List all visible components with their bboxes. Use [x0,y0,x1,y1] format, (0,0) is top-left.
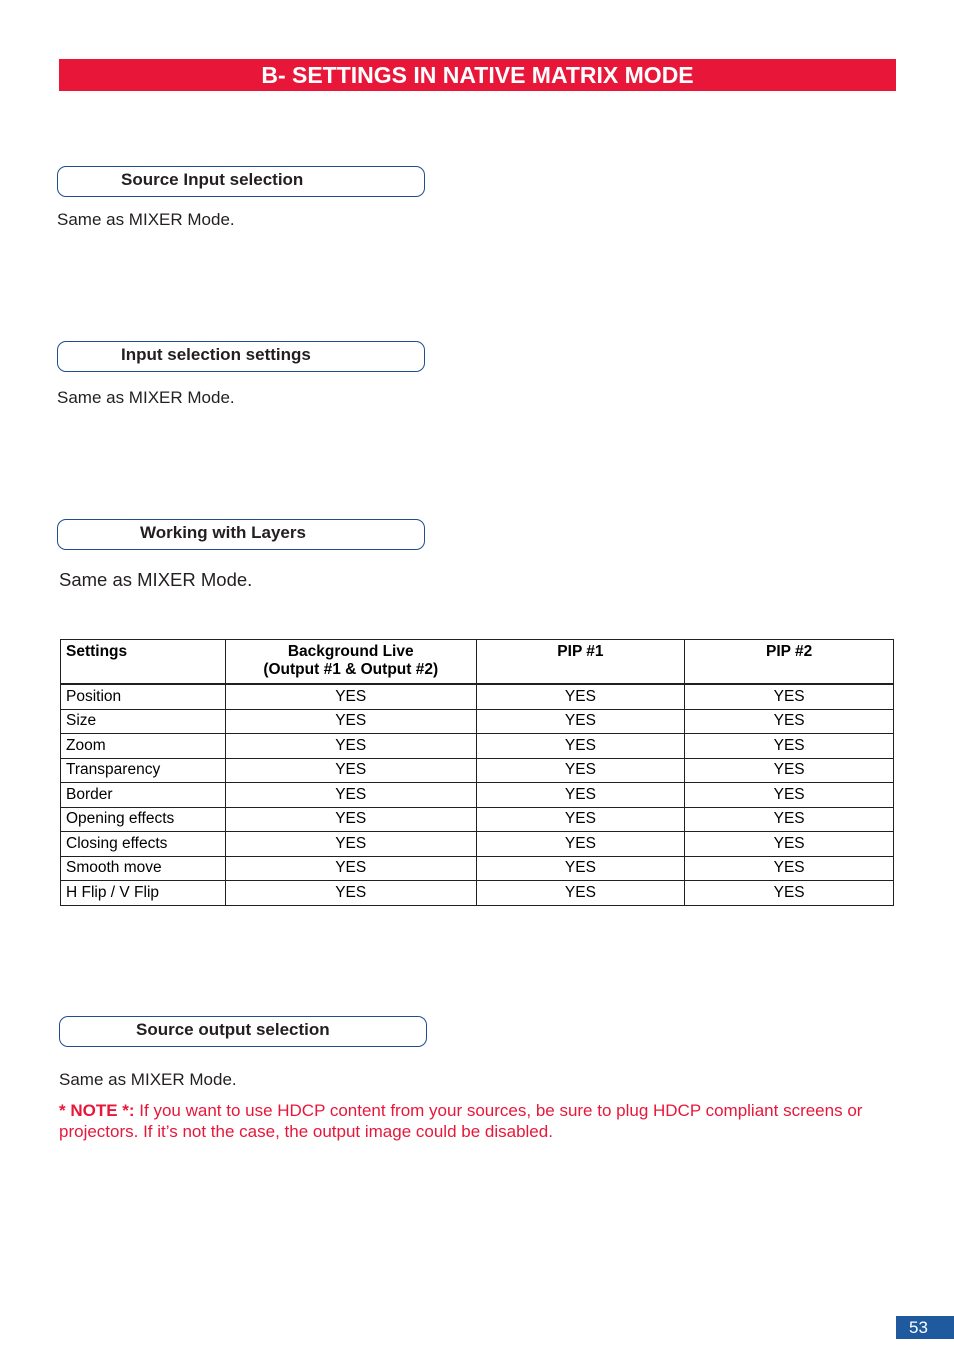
header-pip-2: PIP #2 [685,640,894,685]
table-cell: YES [685,881,894,906]
table-cell: YES [476,783,685,808]
table-cell: YES [685,734,894,759]
page-number: 53 [896,1316,954,1339]
table-cell: YES [476,734,685,759]
table-cell: YES [685,807,894,832]
note-label: * NOTE *: [59,1101,135,1120]
table-cell: YES [225,709,476,734]
section-text-layers: Same as MIXER Mode. [59,569,253,590]
table-cell: YES [225,734,476,759]
table-cell: YES [225,832,476,857]
table-cell: YES [225,758,476,783]
table-cell: Position [61,684,226,709]
table-cell: YES [225,783,476,808]
table-cell: YES [476,684,685,709]
table-row [61,856,894,881]
table-cell: YES [476,856,685,881]
table-row [61,758,894,783]
table-cell: Opening effects [61,807,226,832]
table-cell: YES [685,758,894,783]
table-cell: YES [225,856,476,881]
table-cell: YES [476,832,685,857]
section-text-input-selection: Same as MIXER Mode. [57,388,235,407]
table-cell: Size [61,709,226,734]
section-text-source-input: Same as MIXER Mode. [57,210,235,229]
layer-settings-table [60,639,894,906]
table-row [61,684,894,709]
table-cell: Border [61,783,226,808]
table-cell: YES [476,881,685,906]
table-cell: Closing effects [61,832,226,857]
section-heading-input-selection: Input selection settings [57,341,425,372]
header-pip-1: PIP #1 [476,640,685,685]
table-row [61,734,894,759]
table-cell: YES [476,758,685,783]
table-cell: YES [685,783,894,808]
table-cell: YES [685,709,894,734]
table-cell: H Flip / V Flip [61,881,226,906]
table-cell: YES [685,856,894,881]
table-cell: Zoom [61,734,226,759]
note-text: If you want to use HDCP content from your sources, be sure to plug HDCP compliant screens or projectors. If it’s not the case, the output image could be disabled. [59,1101,863,1141]
table-row [61,709,894,734]
section-heading-source-input: Source Input selection [57,166,425,197]
table-cell: YES [225,881,476,906]
section-text-source-output: Same as MIXER Mode. [59,1070,237,1089]
header-background-live: Background Live (Output #1 & Output #2) [225,640,476,685]
section-heading-layers: Working with Layers [57,519,425,550]
hdcp-note [59,1100,899,1142]
table-cell: YES [685,832,894,857]
table-row [61,832,894,857]
table-cell: YES [476,807,685,832]
table-row [61,807,894,832]
table-cell: YES [225,807,476,832]
table-row [61,783,894,808]
table-header-row [61,640,894,685]
table-cell: YES [685,684,894,709]
table-cell: YES [476,709,685,734]
table-cell: YES [225,684,476,709]
table-cell: Transparency [61,758,226,783]
section-heading-source-output: Source output selection [59,1016,427,1047]
table-cell: Smooth move [61,856,226,881]
table-row [61,881,894,906]
page-title-banner: B- SETTINGS IN NATIVE MATRIX MODE [59,59,896,91]
header-settings: Settings [61,640,226,685]
